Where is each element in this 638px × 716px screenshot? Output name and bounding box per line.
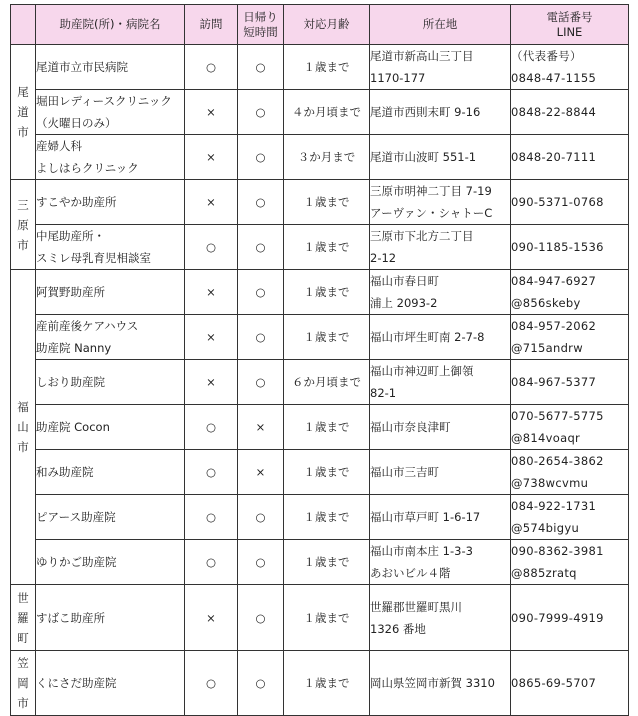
phone-line: 0848-20-7111	[511, 150, 597, 164]
table-row	[11, 45, 629, 90]
address-line: 岡山県笠岡市新賀 3310	[370, 676, 495, 690]
phone-line: 090-7999-4919	[511, 610, 604, 625]
region-char: 市	[17, 237, 29, 252]
facility-name-line: 産婦人科	[36, 139, 82, 153]
phone-line-contact	[511, 540, 629, 585]
address	[370, 90, 511, 135]
facility-name	[36, 90, 185, 135]
header-phone	[511, 5, 629, 45]
address	[370, 405, 511, 450]
visit-mark: ×	[185, 360, 238, 405]
facility-name-line: 産前産後ケアハウス	[36, 319, 139, 333]
region-char: 世	[17, 590, 29, 605]
region-char: 山	[17, 420, 29, 434]
region-char: 岡	[17, 676, 29, 690]
header-phone-line: 電話番号	[546, 9, 593, 24]
facility-name	[36, 225, 185, 270]
phone-line-contact	[511, 360, 629, 405]
table-row	[11, 225, 629, 270]
header-day-trip-line: 日帰り	[243, 9, 278, 24]
header-day-trip	[238, 5, 284, 45]
header-address: 所在地	[370, 5, 511, 45]
age-range: ４か月頃まで	[284, 90, 370, 135]
region-char: 市	[17, 440, 29, 454]
address-line: 福山市奈良津町	[370, 420, 451, 434]
address-line: 2-12	[370, 251, 397, 265]
age-range: １歳まで	[284, 651, 370, 716]
facility-name	[36, 135, 185, 180]
phone-line-contact	[511, 270, 629, 315]
region-cell	[11, 270, 36, 585]
phone-line-contact	[511, 180, 629, 225]
region-char: 町	[17, 630, 29, 645]
table-row	[11, 495, 629, 540]
region-char: 市	[17, 696, 29, 710]
age-range: １歳まで	[284, 45, 370, 90]
region-char: 羅	[17, 610, 29, 625]
address-line: あおいビル４階	[370, 566, 451, 580]
address-line: 福山市南本庄 1-3-3	[370, 544, 473, 558]
address	[370, 585, 511, 651]
address	[370, 495, 511, 540]
region-char: 笠	[17, 656, 29, 670]
visit-mark: ○	[185, 45, 238, 90]
table-row	[11, 450, 629, 495]
visit-mark: ○	[185, 405, 238, 450]
age-range: １歳まで	[284, 315, 370, 360]
phone-line: 070-5677-5775	[511, 409, 604, 423]
facility-name-line: （火曜日のみ）	[36, 116, 117, 130]
day-trip-mark: ○	[238, 360, 284, 405]
age-range: １歳まで	[284, 450, 370, 495]
facility-name-line: しおり助産院	[36, 375, 105, 389]
facility-name	[36, 315, 185, 360]
phone-line-contact	[511, 90, 629, 135]
visit-mark: ×	[185, 90, 238, 135]
table-row	[11, 651, 629, 716]
day-trip-mark: ○	[238, 585, 284, 651]
day-trip-mark: ×	[238, 405, 284, 450]
phone-line-contact	[511, 585, 629, 651]
facility-name	[36, 270, 185, 315]
day-trip-mark: ×	[238, 450, 284, 495]
table-row	[11, 405, 629, 450]
address-line: 福山市草戸町 1-6-17	[370, 510, 481, 524]
address-line: 浦上 2093-2	[370, 296, 438, 310]
address	[370, 225, 511, 270]
header-phone-line: LINE	[556, 24, 583, 39]
address-line: 1326 番地	[370, 621, 426, 636]
address-line: 三原市下北方二丁目	[370, 229, 474, 243]
visit-mark: ○	[185, 540, 238, 585]
age-range: ６か月頃まで	[284, 360, 370, 405]
address	[370, 651, 511, 716]
address-line: 尾道市山波町 551-1	[370, 150, 477, 164]
phone-line: 0865-69-5707	[511, 676, 597, 690]
facility-name	[36, 651, 185, 716]
age-range: １歳まで	[284, 405, 370, 450]
day-trip-mark: ○	[238, 315, 284, 360]
facility-name-line: 堀田レディースクリニック	[36, 94, 172, 108]
phone-line: 090-1185-1536	[511, 240, 604, 254]
age-range: １歳まで	[284, 225, 370, 270]
phone-line: 0848-22-8844	[511, 105, 597, 119]
phone-line: @738wcvmu	[511, 476, 589, 490]
region-cell	[11, 651, 36, 716]
facility-name	[36, 180, 185, 225]
facility-name	[36, 495, 185, 540]
table-row	[11, 360, 629, 405]
address-line: 82-1	[370, 386, 397, 400]
table-row	[11, 135, 629, 180]
age-range: １歳まで	[284, 180, 370, 225]
address	[370, 270, 511, 315]
visit-mark: ×	[185, 180, 238, 225]
phone-line: @885zratq	[511, 566, 577, 580]
facility-name-line: ゆりかご助産院	[36, 555, 117, 569]
phone-line-contact	[511, 225, 629, 270]
header-name: 助産院(所)・病院名	[36, 5, 185, 45]
facility-name-line: 尾道市立市民病院	[36, 60, 128, 74]
day-trip-mark: ○	[238, 45, 284, 90]
address-line: 福山市三吉町	[370, 465, 439, 479]
phone-line: @574bigyu	[511, 521, 580, 535]
address	[370, 45, 511, 90]
visit-mark: ○	[185, 225, 238, 270]
phone-line: 0848-47-1155	[511, 71, 597, 85]
visit-mark: ×	[185, 315, 238, 360]
day-trip-mark: ○	[238, 651, 284, 716]
region-char: 原	[17, 217, 29, 232]
table-row	[11, 315, 629, 360]
facility-name	[36, 585, 185, 651]
address-line: アーヴァン・シャトーC	[370, 206, 493, 220]
facility-name-line: よしはらクリニック	[36, 161, 139, 175]
address	[370, 450, 511, 495]
address-line: 尾道市西則末町 9-16	[370, 105, 481, 119]
address	[370, 315, 511, 360]
day-trip-mark: ○	[238, 180, 284, 225]
header-age: 対応月齢	[284, 5, 370, 45]
region-cell	[11, 585, 36, 651]
address	[370, 180, 511, 225]
phone-line: 084-922-1731	[511, 499, 597, 513]
age-range: １歳まで	[284, 540, 370, 585]
phone-line: @856skeby	[511, 296, 581, 310]
header-region	[11, 5, 36, 45]
phone-line: 084-957-2062	[511, 319, 597, 333]
facility-name-line: すこやか助産所	[36, 195, 117, 209]
visit-mark: ×	[185, 270, 238, 315]
address-line: 1170-177	[370, 71, 426, 85]
age-range: １歳まで	[284, 495, 370, 540]
address	[370, 135, 511, 180]
facility-name-line: 助産院 Nanny	[36, 341, 112, 355]
region-char: 三	[17, 197, 29, 212]
phone-line: 084-947-6927	[511, 274, 597, 288]
visit-mark: ×	[185, 135, 238, 180]
facility-name-line: くにさだ助産院	[36, 676, 117, 690]
facility-name-line: 助産院 Cocon	[36, 420, 110, 434]
address-line: 尾道市新高山三丁目	[370, 49, 474, 63]
day-trip-mark: ○	[238, 225, 284, 270]
address-line: 福山市坪生町南 2-7-8	[370, 330, 485, 344]
phone-line-contact	[511, 405, 629, 450]
age-range: １歳まで	[284, 585, 370, 651]
phone-line-contact	[511, 135, 629, 180]
visit-mark: ○	[185, 450, 238, 495]
phone-line: （代表番号）	[511, 49, 582, 63]
table-row	[11, 90, 629, 135]
address-line: 世羅郡世羅町黒川	[370, 599, 462, 614]
facility-name-line: すばこ助産所	[36, 610, 105, 625]
facility-name	[36, 540, 185, 585]
region-char: 尾	[17, 85, 29, 99]
phone-line-contact	[511, 495, 629, 540]
phone-line-contact	[511, 651, 629, 716]
day-trip-mark: ○	[238, 90, 284, 135]
region-char: 市	[17, 125, 29, 139]
address	[370, 360, 511, 405]
phone-line: 080-2654-3862	[511, 454, 604, 468]
address-line: 福山市神辺町上御領	[370, 364, 474, 378]
phone-line-contact	[511, 450, 629, 495]
address-line: 三原市明神二丁目 7-19	[370, 184, 492, 198]
facility-name-line: 和み助産院	[36, 465, 94, 479]
phone-line: @814voaqr	[511, 431, 581, 445]
address	[370, 540, 511, 585]
region-cell	[11, 45, 36, 180]
region-char: 道	[17, 105, 29, 119]
facility-name-line: 中尾助産所・	[36, 229, 105, 243]
facility-name	[36, 360, 185, 405]
day-trip-mark: ○	[238, 135, 284, 180]
phone-line-contact	[511, 45, 629, 90]
table-row	[11, 180, 629, 225]
address-line: 福山市春日町	[370, 274, 439, 288]
facility-name	[36, 405, 185, 450]
header-row	[11, 5, 629, 45]
facility-table	[10, 4, 629, 716]
region-char: 福	[17, 400, 29, 414]
visit-mark: ○	[185, 495, 238, 540]
day-trip-mark: ○	[238, 540, 284, 585]
facility-name-line: スミレ母乳育児相談室	[36, 251, 151, 265]
table-row	[11, 585, 629, 651]
phone-line: @715andrw	[511, 341, 583, 355]
visit-mark: ○	[185, 651, 238, 716]
age-range: ３か月まで	[284, 135, 370, 180]
table-row	[11, 540, 629, 585]
facility-name	[36, 45, 185, 90]
phone-line-contact	[511, 315, 629, 360]
facility-name	[36, 450, 185, 495]
phone-line: 084-967-5377	[511, 375, 597, 389]
facility-name-line: 阿賀野助産所	[36, 285, 105, 299]
day-trip-mark: ○	[238, 495, 284, 540]
table-body	[11, 45, 629, 716]
region-cell	[11, 180, 36, 270]
facility-name-line: ピアース助産院	[36, 510, 116, 524]
phone-line: 090-8362-3981	[511, 544, 604, 558]
table-row	[11, 270, 629, 315]
day-trip-mark: ○	[238, 270, 284, 315]
header-visit: 訪問	[185, 5, 238, 45]
phone-line: 090-5371-0768	[511, 195, 604, 209]
age-range: １歳まで	[284, 270, 370, 315]
visit-mark: ×	[185, 585, 238, 651]
header-day-trip-line: 短時間	[243, 24, 278, 39]
